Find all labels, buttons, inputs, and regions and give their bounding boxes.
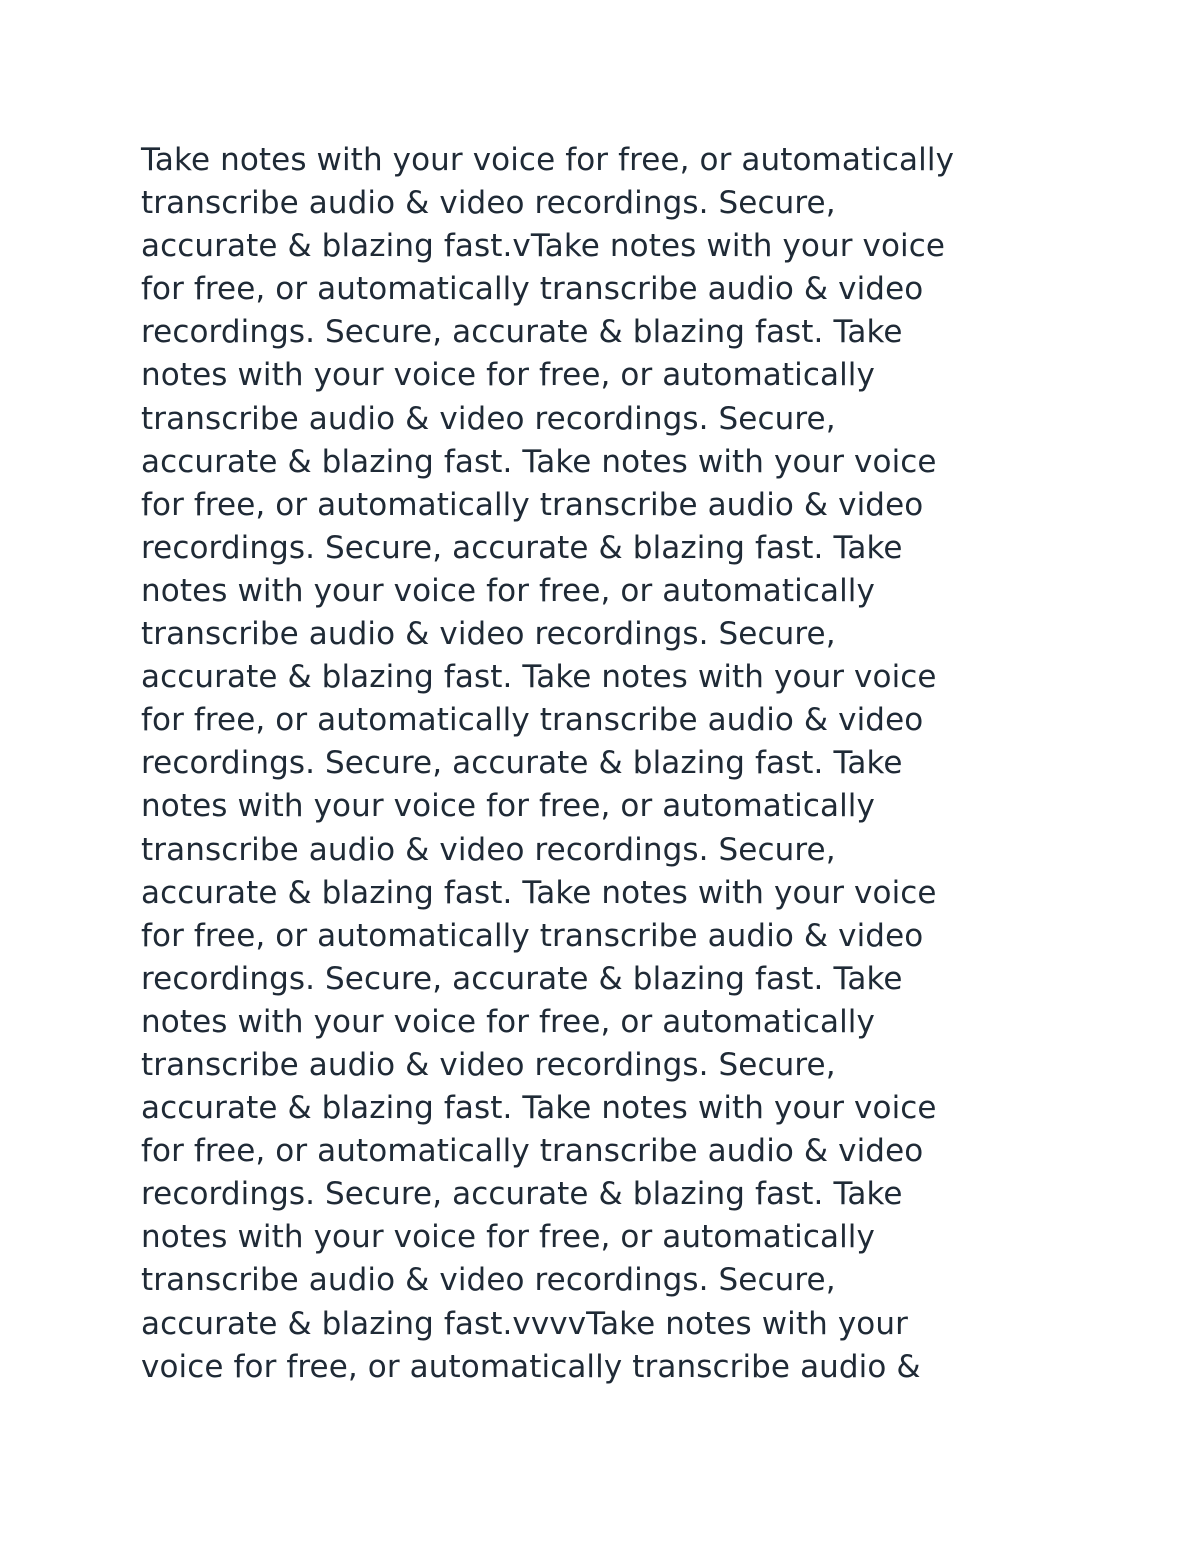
- text-line: for free, or automatically transcribe audio & video: [141, 271, 924, 308]
- text-line: Take notes with your voice for free, or automatically: [141, 142, 955, 178]
- document-body: [141, 139, 1081, 1389]
- text-line: transcribe audio & video recordings. Secure,: [141, 185, 836, 222]
- text-line: accurate & blazing fast.vvvvTake notes with your: [141, 1305, 908, 1342]
- text-line: accurate & blazing fast. Take notes with your voice: [141, 874, 937, 911]
- text-line: recordings. Secure, accurate & blazing fast. Take: [141, 1176, 903, 1213]
- text-line: accurate & blazing fast. Take notes with your voice: [141, 443, 937, 480]
- text-line: transcribe audio & video recordings. Secure,: [141, 831, 836, 868]
- text-line: transcribe audio & video recordings. Secure,: [141, 1262, 836, 1299]
- text-line: notes with your voice for free, or automatically: [141, 1219, 875, 1256]
- text-line: notes with your voice for free, or automatically: [141, 572, 875, 609]
- text-line: accurate & blazing fast. Take notes with your voice: [141, 659, 937, 696]
- text-line: recordings. Secure, accurate & blazing fast. Take: [141, 314, 903, 351]
- text-line: transcribe audio & video recordings. Secure,: [141, 616, 836, 653]
- text-line: for free, or automatically transcribe audio & video: [141, 917, 924, 954]
- text-line: for free, or automatically transcribe audio & video: [141, 486, 924, 523]
- text-line: transcribe audio & video recordings. Secure,: [141, 400, 836, 437]
- text-line: notes with your voice for free, or automatically: [141, 357, 875, 394]
- text-line: voice for free, or automatically transcribe audio &: [141, 1348, 921, 1385]
- text-line: notes with your voice for free, or automatically: [141, 788, 875, 825]
- text-line: for free, or automatically transcribe audio & video: [141, 1133, 924, 1170]
- text-line: recordings. Secure, accurate & blazing fast. Take: [141, 960, 903, 997]
- text-line: transcribe audio & video recordings. Secure,: [141, 1046, 836, 1083]
- text-line: accurate & blazing fast.vTake notes with your voice: [141, 228, 946, 265]
- text-line: recordings. Secure, accurate & blazing fast. Take: [141, 745, 903, 782]
- text-line: recordings. Secure, accurate & blazing fast. Take: [141, 529, 903, 566]
- text-line: accurate & blazing fast. Take notes with your voice: [141, 1090, 937, 1127]
- text-line: for free, or automatically transcribe audio & video: [141, 702, 924, 739]
- text-line: notes with your voice for free, or automatically: [141, 1003, 875, 1040]
